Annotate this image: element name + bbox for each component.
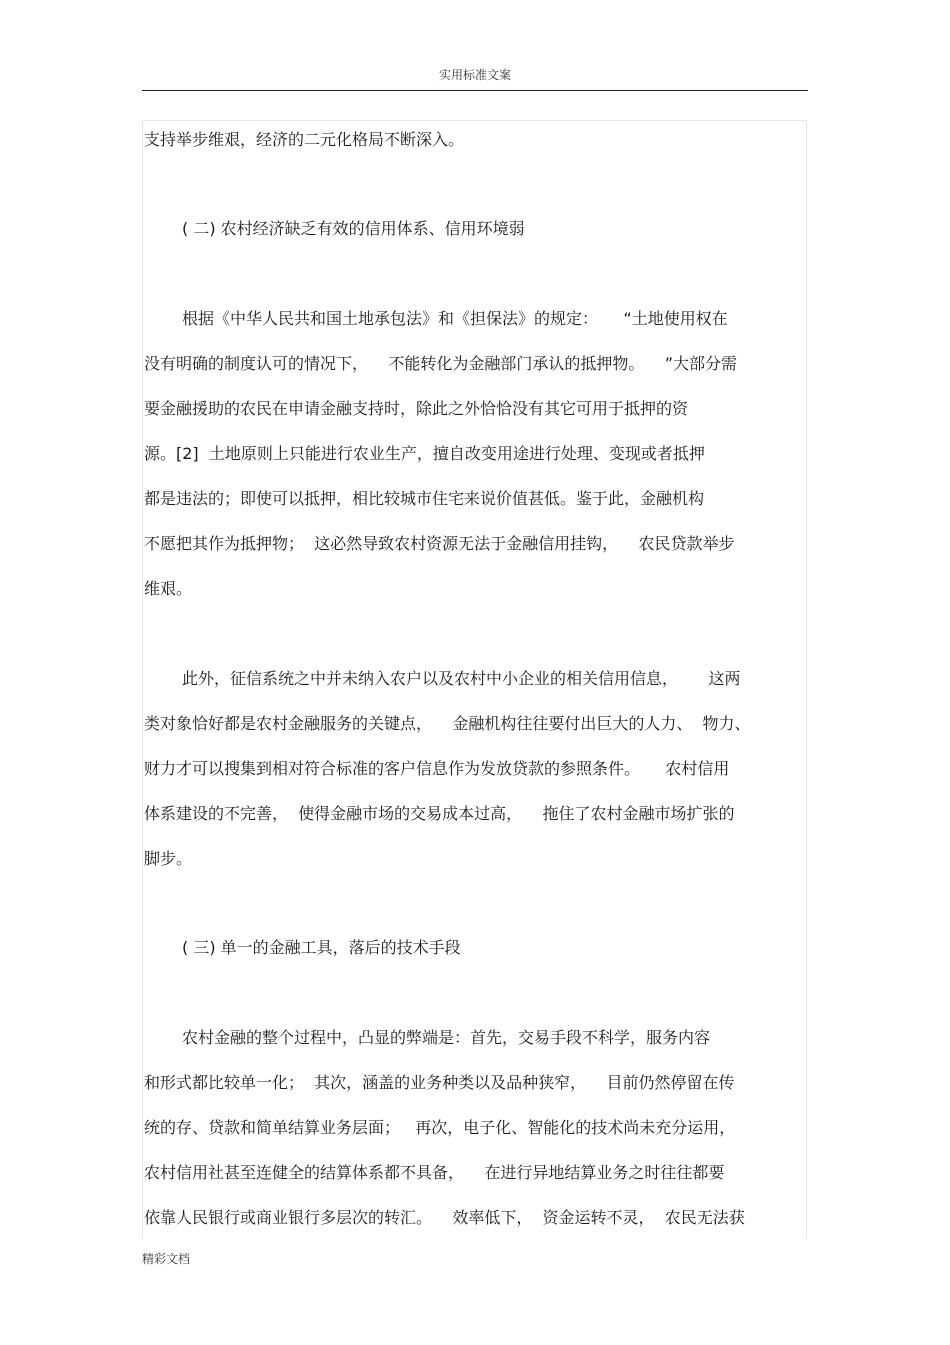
body-line: 和形式都比较单一化； 其次，涵盖的业务种类以及品种狭窄， 目前仍然停留在传 <box>144 1073 735 1092</box>
body-line: 此外，征信系统之中并未纳入农户以及农村中小企业的相关信用信息， 这两 <box>182 669 741 688</box>
body-line: 要金融援助的农民在申请金融支持时，除此之外恰恰没有其它可用于抵押的资 <box>144 399 689 418</box>
body-line: 维艰。 <box>144 579 193 598</box>
header-rule <box>142 90 808 91</box>
body-line: 财力才可以搜集到相对符合标准的客户信息作为发放贷款的参照条件。 农村信用 <box>144 759 730 778</box>
body-line: 不愿把其作为抵押物； 这必然导致农村资源无法于金融信用挂钩， 农民贷款举步 <box>144 534 735 553</box>
body-line: 依靠人民银行或商业银行多层次的转汇。 效率低下， 资金运转不灵， 农民无法获 <box>144 1208 745 1227</box>
body-line: 体系建设的不完善， 使得金融市场的交易成本过高， 拖住了农村金融市场扩张的 <box>144 804 735 823</box>
body-line: 农村信用社甚至连健全的结算体系都不具备， 在进行异地结算业务之时往往都要 <box>144 1163 725 1182</box>
section-heading: ( 三) 单一的金融工具，落后的技术手段 <box>182 938 461 957</box>
page-header: 实用标准文案 <box>438 68 511 82</box>
body-line: 支持举步维艰，经济的二元化格局不断深入。 <box>144 130 465 149</box>
body-line: 类对象恰好都是农村金融服务的关键点， 金融机构往往要付出巨大的人力、 物力、 <box>144 714 751 733</box>
section-heading: ( 二) 农村经济缺乏有效的信用体系、信用环境弱 <box>182 219 525 238</box>
body-line: 统的存、贷款和简单结算业务层面； 再次，电子化、智能化的技术尚未充分运用， <box>144 1118 736 1137</box>
page-footer: 精彩文档 <box>142 1252 191 1266</box>
body-line: 没有明确的制度认可的情况下， 不能转化为金融部门承认的抵押物。 ”大部分需 <box>144 354 737 373</box>
body-line: 农村金融的整个过程中，凸显的弊端是：首先，交易手段不科学，服务内容 <box>182 1028 711 1047</box>
body-line: 脚步。 <box>144 849 193 868</box>
body-line: 根据《中华人民共和国土地承包法》和《担保法》的规定： “土地使用权在 <box>182 309 728 328</box>
body-line: 源。[2] 土地原则上只能进行农业生产，擅自改变用途进行处理、变现或者抵押 <box>144 444 705 463</box>
body-line: 都是违法的；即使可以抵押，相比较城市住宅来说价值甚低。鉴于此，金融机构 <box>144 489 705 508</box>
